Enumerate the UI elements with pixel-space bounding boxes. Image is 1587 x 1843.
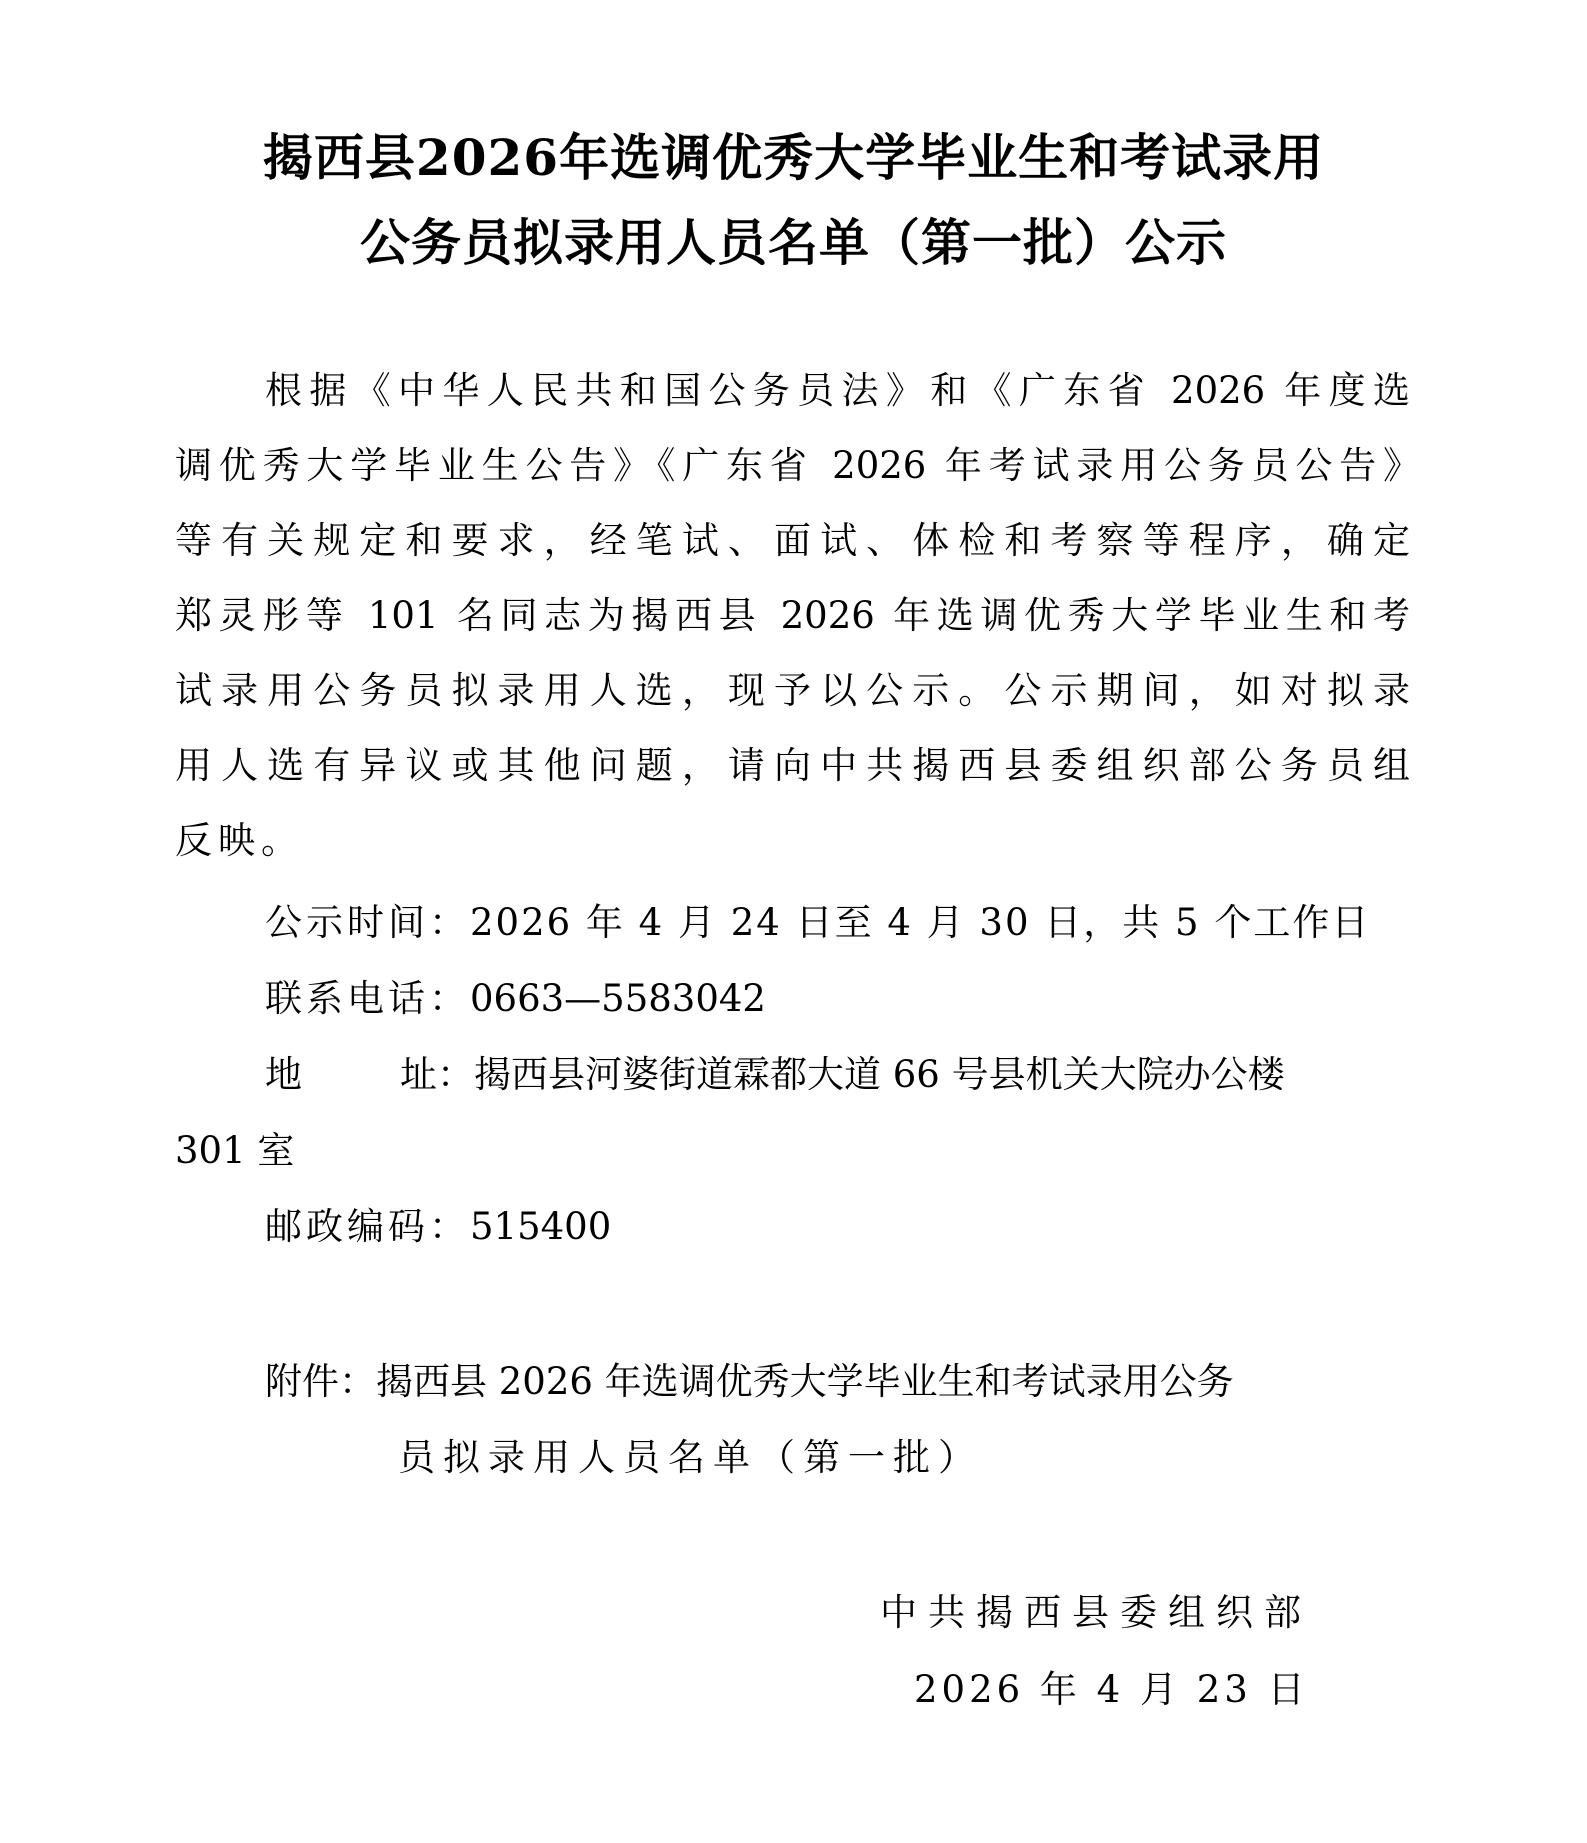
document-title-line-2: 公务员拟录用人员名单（第一批）公示 <box>360 213 1227 272</box>
body-line: 等有关规定和要求，经笔试、面试、体检和考察等程序，确定 <box>175 519 1410 562</box>
contact-phone <box>265 977 766 1020</box>
address-value: 揭西县河婆街道霖都大道 66 号县机关大院办公楼 <box>474 1053 1285 1096</box>
body-line: 根据《中华人民共和国公务员法》和《广东省 2026 年度选 <box>265 369 1410 412</box>
postcode <box>265 1205 612 1248</box>
attachment-line-1 <box>265 1360 1234 1403</box>
address-label-part1: 地 <box>265 1053 302 1096</box>
attachment-label: 附件： <box>265 1360 376 1403</box>
issuing-organization: 中共揭西县委组织部 <box>880 1591 1312 1634</box>
contact-phone-label: 联系电话： <box>265 977 470 1020</box>
address-line-1 <box>265 1053 1285 1096</box>
contact-phone-value: 0663—5583042 <box>470 977 766 1020</box>
issue-date: 2026 年 4 月 23 日 <box>914 1668 1309 1711</box>
body-line: 调优秀大学毕业生公告》《广东省 2026 年考试录用公务员公告》 <box>175 444 1420 487</box>
body-line: 反映。 <box>175 819 304 862</box>
publicity-period <box>265 901 1371 944</box>
postcode-label: 邮政编码： <box>265 1205 470 1248</box>
address-line-2: 301 室 <box>175 1129 295 1172</box>
postcode-value: 515400 <box>470 1205 612 1248</box>
body-line: 用人选有异议或其他问题，请向中共揭西县委组织部公务员组 <box>175 744 1410 787</box>
address-label-part2: 址： <box>400 1053 474 1096</box>
attachment-title-part1: 揭西县 2026 年选调优秀大学毕业生和考试录用公务 <box>376 1360 1234 1403</box>
publicity-period-label: 公示时间： <box>265 901 470 944</box>
document-title-line-1: 揭西县2026年选调优秀大学毕业生和考试录用 <box>262 128 1325 187</box>
body-line: 郑灵彤等 101 名同志为揭西县 2026 年选调优秀大学毕业生和考 <box>175 594 1410 637</box>
body-line: 试录用公务员拟录用人选，现予以公示。公示期间，如对拟录 <box>175 669 1410 712</box>
attachment-line-2: 员拟录用人员名单（第一批） <box>398 1436 983 1479</box>
publicity-period-value: 2026 年 4 月 24 日至 4 月 30 日，共 5 个工作日 <box>470 901 1371 944</box>
